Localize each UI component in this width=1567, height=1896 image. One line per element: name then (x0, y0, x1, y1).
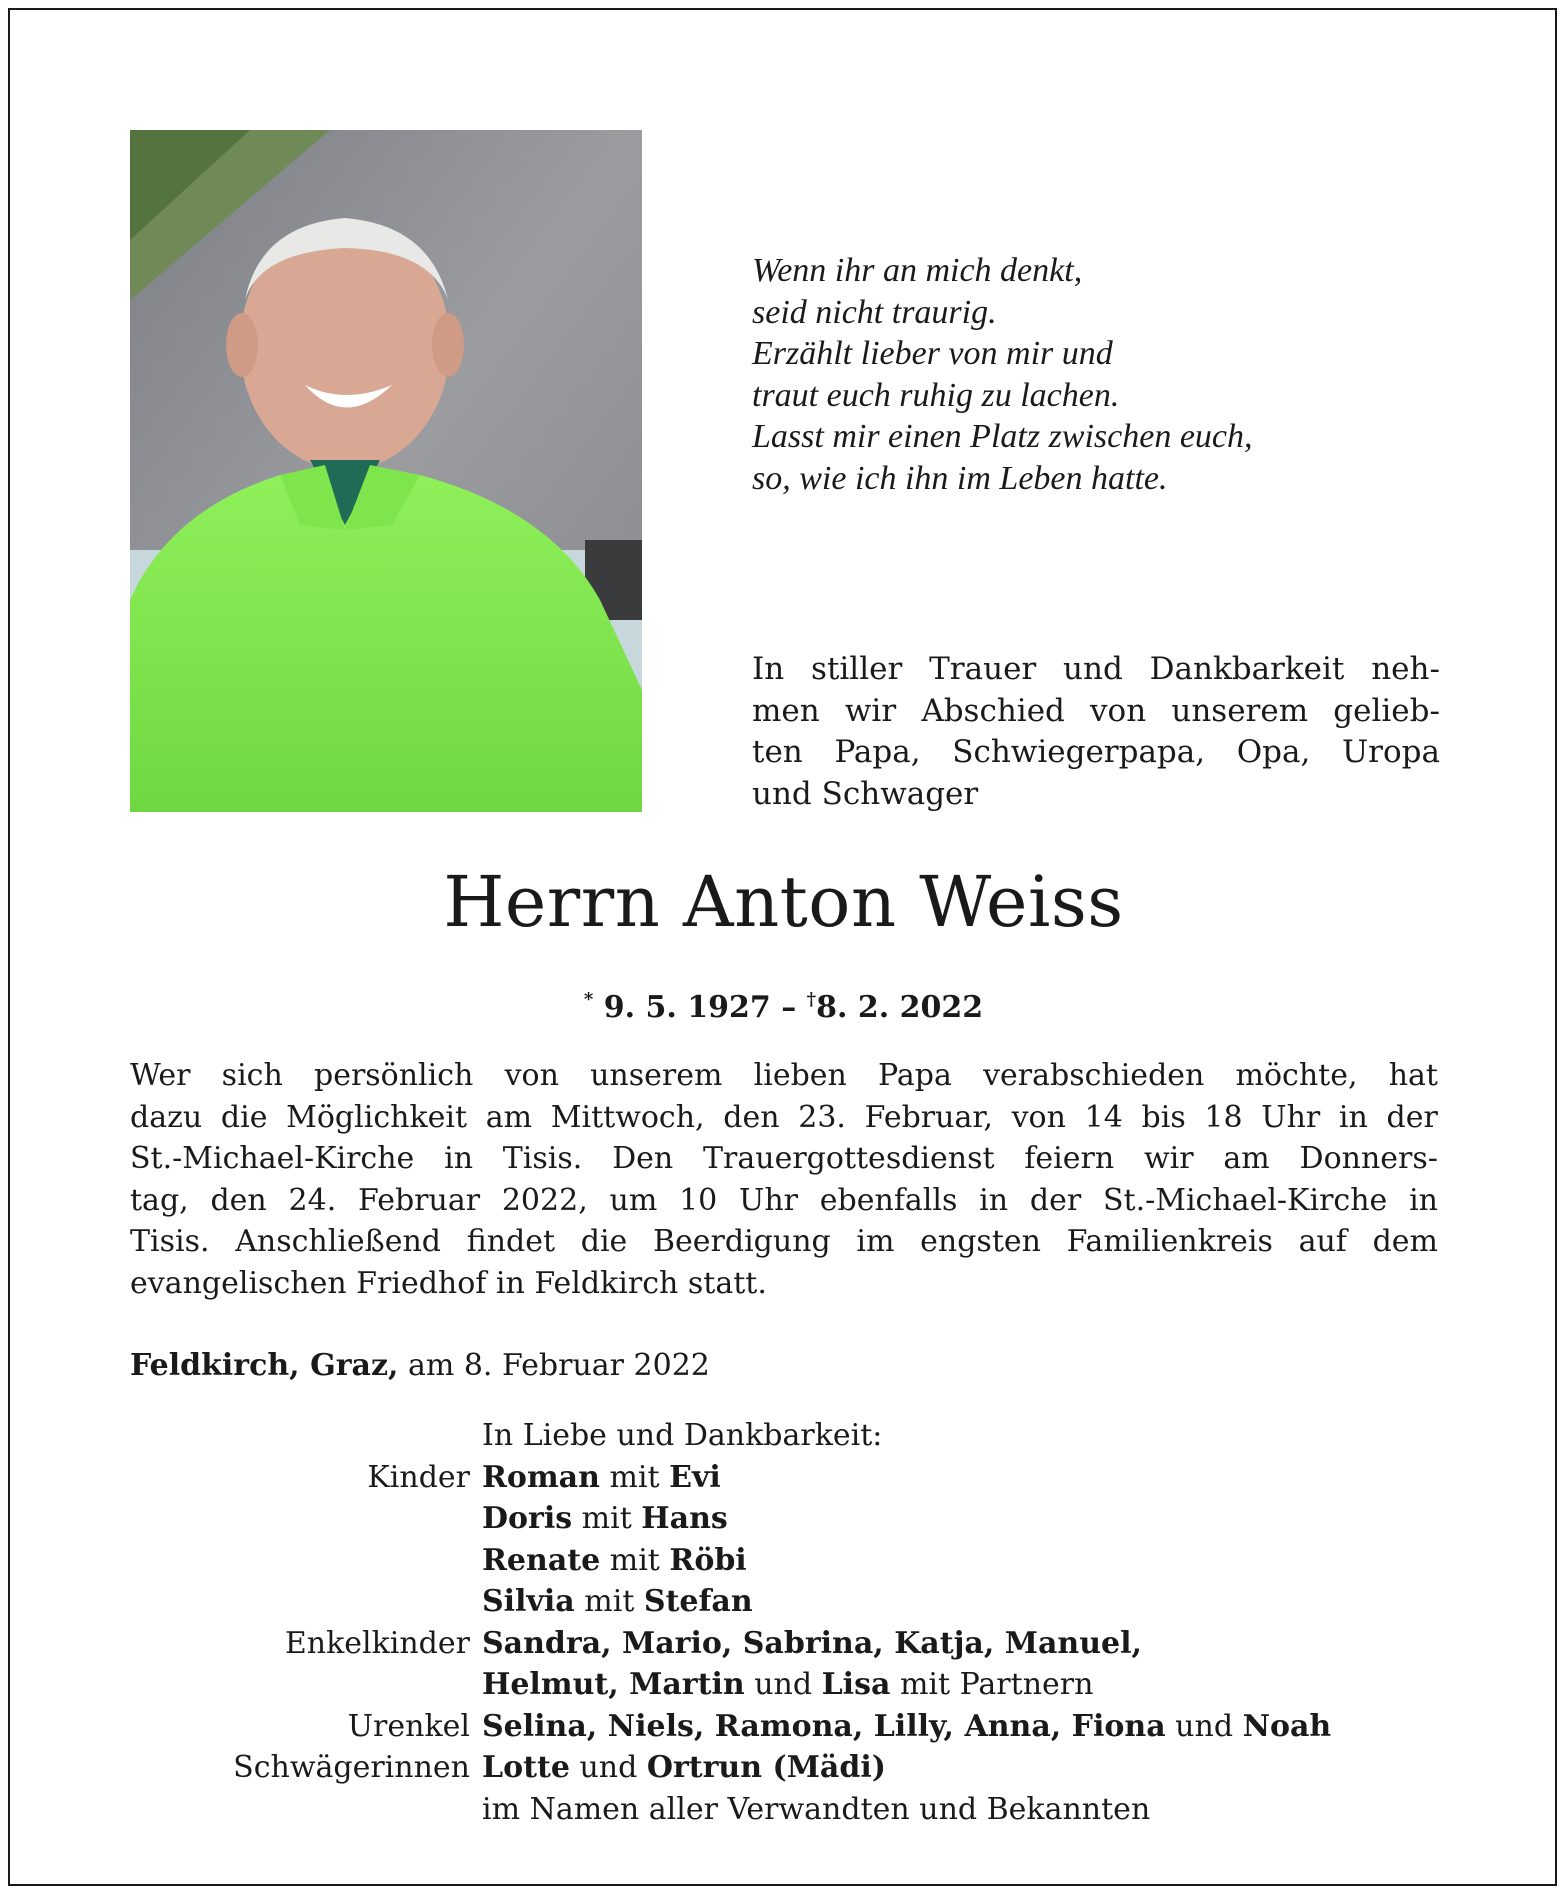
closing-line: im Namen aller Verwandten und Bekannten (482, 1791, 1151, 1827)
word: stiller (811, 651, 903, 687)
birth-date: 9. 5. 1927 (603, 990, 771, 1025)
word: die (580, 1224, 628, 1259)
word: Abschied (921, 692, 1065, 729)
word: ebenfalls (819, 1182, 958, 1218)
word: unserem (590, 1058, 723, 1093)
word: in (979, 1182, 1009, 1218)
schwaegerinnen-label: Schwägerinnen (233, 1750, 470, 1785)
intro-line (752, 691, 1440, 733)
intro-text (752, 649, 1440, 815)
schwaegerinnen-entry: Lotte und Ortrun (Mädi) (482, 1750, 886, 1785)
word: Februar (358, 1182, 481, 1218)
word: neh- (1371, 651, 1440, 687)
kinder-entry: Silvia mit Stefan (482, 1584, 753, 1619)
enkel-label: Enkelkinder (284, 1625, 470, 1661)
word: 23. (798, 1099, 846, 1135)
body-line (130, 1097, 1438, 1139)
word: Den (612, 1141, 674, 1176)
enkel-entry: Helmut, Martin und Lisa mit Partnern (482, 1667, 1094, 1702)
word: tag, (130, 1182, 189, 1218)
word: dem (1372, 1224, 1438, 1259)
word: Uhr (1261, 1099, 1321, 1135)
word: der (1029, 1182, 1082, 1218)
word: den (210, 1182, 267, 1218)
birth-symbol: * (583, 989, 594, 1010)
word: von (504, 1058, 559, 1093)
word: findet (466, 1224, 556, 1259)
word: Donners- (1299, 1141, 1438, 1176)
word: Wer (130, 1058, 191, 1093)
word: persönlich (313, 1058, 474, 1093)
cities: Feldkirch, Graz, (130, 1348, 399, 1383)
word: auf (1298, 1224, 1347, 1259)
word: um (609, 1182, 658, 1218)
word: verabschieden (983, 1058, 1205, 1093)
family-list (130, 1415, 1450, 1830)
word: Trauer (929, 651, 1037, 687)
word: Dankbarkeit (1149, 651, 1345, 687)
word: Anschließend (235, 1224, 441, 1259)
enkel-entry: Sandra, Mario, Sabrina, Katja, Manuel, (482, 1625, 1142, 1661)
word: und (1063, 651, 1123, 687)
word: dazu (130, 1099, 203, 1135)
word: in (1338, 1099, 1368, 1135)
life-dates (0, 980, 1567, 1028)
enkel-row (130, 1623, 1450, 1665)
deceased-name: Herrn Anton Weiss (443, 861, 1124, 943)
closing-row (130, 1789, 1450, 1831)
word: St.-Michael-Kirche (130, 1141, 415, 1176)
word: in (444, 1141, 474, 1176)
word: Schwiegerpapa, (952, 734, 1206, 770)
word: engsten (920, 1224, 1041, 1259)
word: 10 (679, 1182, 718, 1218)
word: am (1223, 1141, 1270, 1176)
word: Uhr (739, 1182, 798, 1218)
word: sich (221, 1058, 283, 1093)
urenkel-label: Urenkel (347, 1708, 470, 1744)
word: In (752, 651, 785, 687)
word: die (220, 1099, 268, 1135)
urenkel-entry: Selina, Niels, Ramona, Lilly, Anna, Fiona und Noah (482, 1708, 1332, 1744)
word: unserem (1171, 692, 1309, 729)
body-line (130, 1180, 1438, 1222)
word: der (1386, 1099, 1438, 1135)
urenkel-row (130, 1706, 1450, 1748)
death-date: 8. 2. 2022 (816, 990, 984, 1025)
kinder-entry: Doris mit Hans (482, 1501, 728, 1536)
kinder-entry: Roman mit Evi (482, 1459, 721, 1495)
intro-line: und Schwager (752, 775, 979, 812)
poem-line: Wenn ihr an mich denkt, (752, 252, 1083, 289)
word: Beerdigung (652, 1224, 831, 1259)
word: am (485, 1099, 533, 1135)
body-line (130, 1221, 1438, 1263)
portrait-photo (130, 130, 642, 812)
kinder-row (130, 1457, 1450, 1499)
kinder-row (130, 1498, 1450, 1540)
poem-line: so, wie ich ihn im Leben hatte. (752, 459, 1168, 497)
enkel-row (130, 1664, 1450, 1706)
word: 2022, (501, 1182, 588, 1218)
poem-line: seid nicht traurig. (752, 293, 997, 331)
word: bis (1141, 1099, 1186, 1135)
word: von (1011, 1099, 1066, 1135)
intro-line (752, 732, 1440, 774)
word: lieben (753, 1058, 847, 1093)
word: feiern (1024, 1141, 1115, 1176)
word: wir (844, 692, 897, 729)
word: wir (1143, 1141, 1194, 1176)
word: 14 (1084, 1099, 1123, 1135)
word: Trauergottesdienst (703, 1141, 995, 1176)
death-symbol: † (806, 989, 817, 1010)
word: 18 (1204, 1099, 1243, 1135)
word: Möglichkeit (286, 1099, 468, 1135)
word: Februar, (864, 1099, 993, 1135)
word: Tisis. (130, 1224, 210, 1259)
word: gelieb- (1333, 692, 1440, 729)
date-separator: – (770, 990, 807, 1025)
body-line (130, 1055, 1438, 1097)
poem (752, 250, 1472, 499)
word: im (856, 1224, 895, 1259)
word: ten (752, 734, 803, 770)
word: Tisis. (502, 1141, 583, 1176)
announcement-text (130, 1055, 1438, 1304)
word: den (723, 1099, 780, 1135)
word: Opa, (1236, 734, 1311, 770)
word: von (1090, 692, 1147, 729)
family-heading: In Liebe und Dankbarkeit: (482, 1418, 883, 1453)
body-line: evangelischen Friedhof in Feldkirch statt. (130, 1265, 767, 1301)
place-date-line (130, 1345, 1130, 1387)
word: Mittwoch, (550, 1099, 705, 1135)
kinder-row (130, 1540, 1450, 1582)
poem-line: traut euch ruhig zu lachen. (752, 376, 1120, 414)
word: St.-Michael-Kirche (1102, 1182, 1388, 1218)
word: men (752, 692, 820, 729)
place-date: am 8. Februar 2022 (398, 1348, 710, 1383)
word: hat (1388, 1058, 1438, 1093)
word: Papa (878, 1058, 952, 1093)
word: in (1409, 1182, 1438, 1218)
word: Familienkreis (1066, 1224, 1273, 1259)
word: möchte, (1235, 1058, 1358, 1093)
poem-line: Lasst mir einen Platz zwischen euch, (752, 418, 1253, 455)
intro-line (752, 649, 1440, 691)
word: Papa, (834, 734, 921, 770)
poem-line: Erzählt lieber von mir und (752, 335, 1113, 372)
kinder-label: Kinder (367, 1459, 470, 1495)
kinder-entry: Renate mit Röbi (482, 1542, 747, 1578)
word: 24. (288, 1182, 337, 1218)
schwaegerinnen-row (130, 1747, 1450, 1789)
family-heading-row (130, 1415, 1450, 1457)
body-line (130, 1138, 1438, 1180)
word: Uropa (1342, 734, 1440, 770)
kinder-row (130, 1581, 1450, 1623)
